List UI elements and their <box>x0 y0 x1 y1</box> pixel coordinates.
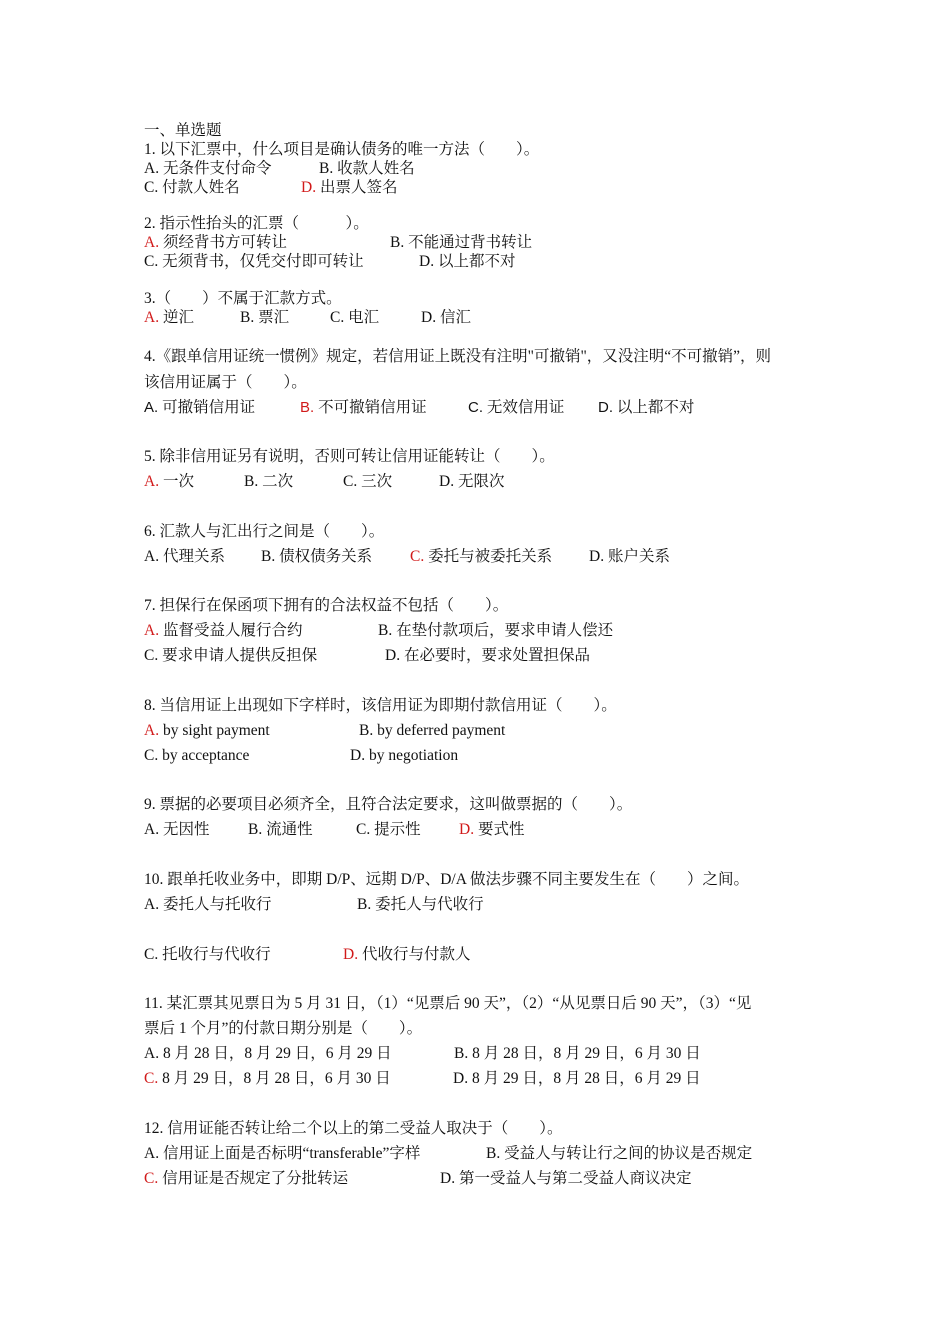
option-c: C. 无须背书，仅凭交付即可转让 <box>144 253 364 270</box>
option-d: D. 第一受益人与第二受益人商议决定 <box>440 1170 692 1187</box>
answer-letter: B. <box>300 399 315 416</box>
option-b: B. 票汇 <box>240 309 290 326</box>
option-b: B. 收款人姓名 <box>319 160 415 177</box>
option-b: B. 8 月 28 日，8 月 29 日，6 月 30 日 <box>454 1045 701 1062</box>
answer-letter: A. <box>144 722 160 739</box>
answer-letter: C. <box>410 548 425 565</box>
question-5-stem: 5. 除非信用证另有说明，否则可转让信用证能转让（ ）。 <box>144 448 555 465</box>
option-c: C. 三次 <box>343 473 393 490</box>
question-2-stem: 2. 指示性抬头的汇票（ ）。 <box>144 215 369 232</box>
option-a: A. 无因性 <box>144 821 210 838</box>
option-c: C. 电汇 <box>330 309 380 326</box>
option-d: D. 以上都不对 <box>598 399 695 416</box>
option-a: A. 逆汇 <box>144 309 194 326</box>
option-d: D. by negotiation <box>350 747 459 764</box>
option-d: D. 无限次 <box>439 473 505 490</box>
option-d: D. 8 月 29 日，8 月 28 日，6 月 29 日 <box>453 1070 701 1087</box>
option-a: A. 8 月 28 日，8 月 29 日，6 月 29 日 <box>144 1045 392 1062</box>
option-b: B. 二次 <box>244 473 294 490</box>
question-3-stem: 3.（ ）不属于汇款方式。 <box>144 290 342 307</box>
option-c: C. 托收行与代收行 <box>144 946 271 963</box>
option-a: A. 代理关系 <box>144 548 225 565</box>
option-a: A. 可撤销信用证 <box>144 399 256 416</box>
section-title: 一、单选题 <box>144 122 222 139</box>
option-a: A. 无条件支付命令 <box>144 160 272 177</box>
option-c: C. 8 月 29 日，8 月 28 日，6 月 30 日 <box>144 1070 391 1087</box>
option-b: B. 在垫付款项后，要求申请人偿还 <box>378 622 614 639</box>
question-11-stem-line-1: 11. 某汇票其见票日为 5 月 31 日，（1）“见票后 90 天”，（2）“从见票日后 90 天”，（3）“见 <box>144 995 752 1012</box>
question-7-stem: 7. 担保行在保函项下拥有的合法权益不包括（ ）。 <box>144 597 509 614</box>
answer-letter: A. <box>144 473 160 490</box>
option-c: C. 要求申请人提供反担保 <box>144 647 318 664</box>
option-a: A. 须经背书方可转让 <box>144 234 287 251</box>
answer-letter: A. <box>144 234 160 251</box>
question-1-stem: 1. 以下汇票中，什么项目是确认债务的唯一方法（ ）。 <box>144 141 540 158</box>
question-6-stem: 6. 汇款人与汇出行之间是（ ）。 <box>144 523 385 540</box>
answer-letter: A. <box>144 622 160 639</box>
question-12-stem: 12. 信用证能否转让给二个以上的第二受益人取决于（ ）。 <box>144 1120 563 1137</box>
option-b: B. by deferred payment <box>359 722 506 739</box>
option-b: B. 不可撤销信用证 <box>300 399 427 416</box>
answer-letter: C. <box>144 1170 159 1187</box>
answer-letter: D. <box>301 179 317 196</box>
option-d: D. 信汇 <box>421 309 471 326</box>
question-11-stem-line-2: 票后 1 个月”的付款日期分别是（ ）。 <box>144 1020 423 1037</box>
option-b: B. 债权债务关系 <box>261 548 373 565</box>
question-10-stem: 10. 跟单托收业务中，即期 D/P、远期 D/P、D/A 做法步骤不同主要发生在（ ）之间。 <box>144 871 749 888</box>
option-b: B. 受益人与转让行之间的协议是否规定 <box>486 1145 753 1162</box>
option-a: A. 委托人与托收行 <box>144 896 272 913</box>
option-c: C. by acceptance <box>144 747 250 764</box>
option-b: B. 委托人与代收行 <box>357 896 484 913</box>
option-a: A. 一次 <box>144 473 194 490</box>
option-d: D. 出票人签名 <box>301 179 398 196</box>
question-4-stem-line-1: 4.《跟单信用证统一惯例》规定，若信用证上既没有注明"可撤销"，又没注明“不可撤销”，则 <box>144 348 772 365</box>
option-a: A. by sight payment <box>144 722 270 739</box>
option-b: B. 流通性 <box>248 821 313 838</box>
option-c: C. 无效信用证 <box>468 399 565 416</box>
question-8-stem: 8. 当信用证上出现如下字样时，该信用证为即期付款信用证（ ）。 <box>144 697 617 714</box>
option-c: C. 提示性 <box>356 821 421 838</box>
answer-letter: C. <box>144 1070 159 1087</box>
answer-letter: D. <box>459 821 475 838</box>
option-c: C. 信用证是否规定了分批转运 <box>144 1170 349 1187</box>
option-d: D. 代收行与付款人 <box>343 946 471 963</box>
option-c: C. 付款人姓名 <box>144 179 240 196</box>
option-c: C. 委托与被委托关系 <box>410 548 553 565</box>
question-9-stem: 9. 票据的必要项目必须齐全，且符合法定要求，这叫做票据的（ ）。 <box>144 796 633 813</box>
answer-letter: A. <box>144 309 160 326</box>
option-d: D. 在必要时，要求处置担保品 <box>385 647 590 664</box>
option-a: A. 监督受益人履行合约 <box>144 622 303 639</box>
question-4-stem-line-2: 该信用证属于（ ）。 <box>144 374 307 391</box>
answer-letter: D. <box>343 946 359 963</box>
option-d: D. 以上都不对 <box>419 253 516 270</box>
option-a: A. 信用证上面是否标明“transferable”字样 <box>144 1145 421 1162</box>
option-b: B. 不能通过背书转让 <box>390 234 533 251</box>
option-d: D. 要式性 <box>459 821 525 838</box>
option-d: D. 账户关系 <box>589 548 670 565</box>
